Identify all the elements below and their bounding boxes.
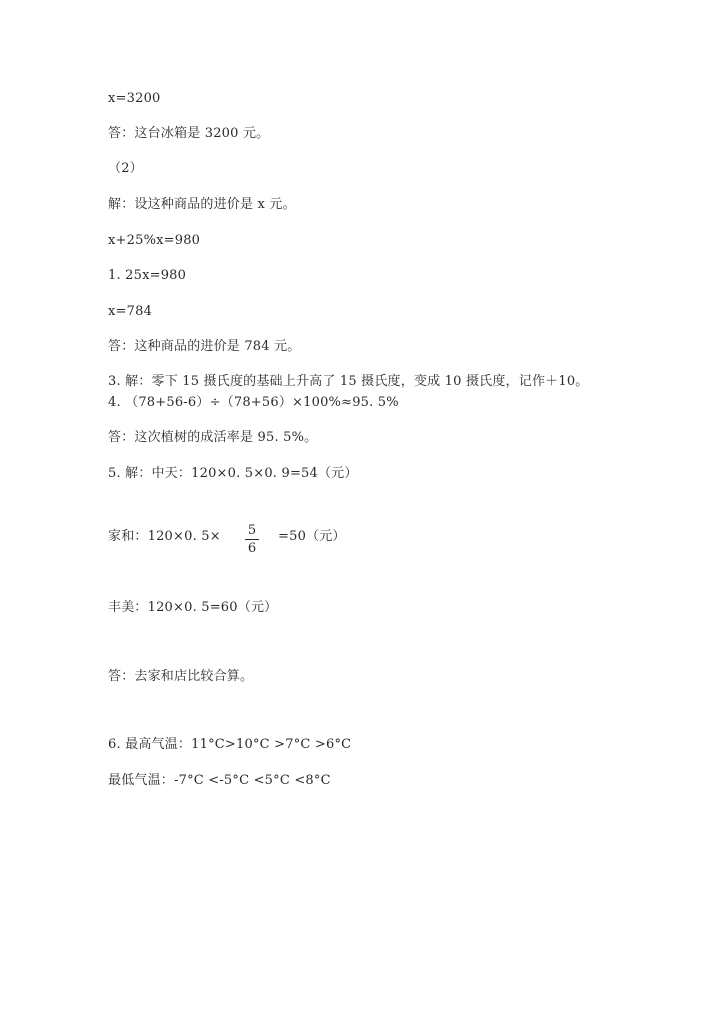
sub-question-2-label: （2）: [108, 161, 143, 176]
fraction-five-sixths: [243, 523, 261, 556]
question-6-max-temp: 6. 最高气温：11°C>10°C >7°C >6°C: [108, 737, 352, 752]
answer-best-store: 答：去家和店比较合算。: [108, 669, 254, 684]
question-5-jiahe-left: 家和：120×0. 5×: [108, 529, 221, 544]
equation-x-3200: x=3200: [108, 91, 161, 106]
equation-simplified: 1. 25x=980: [108, 268, 187, 283]
answer-survival-rate: 答：这次植树的成活率是 95. 5%。: [108, 430, 318, 445]
question-5-zhongtian: 5. 解：中天：120×0. 5×0. 9=54（元）: [108, 466, 358, 481]
fraction-numerator: 5: [247, 523, 257, 538]
question-4-expression: 4. （78+56-6）÷（78+56）×100%≈95. 5%: [108, 395, 399, 410]
solution-set-variable: 解：设这种商品的进价是 x 元。: [108, 197, 296, 212]
equation-x-784: x=784: [108, 304, 153, 319]
question-3-solution: 3. 解：零下 15 摄氏度的基础上升高了 15 摄氏度，变成 10 摄氏度，记作＋10。: [108, 374, 589, 389]
question-5-jiahe-right: =50（元）: [278, 529, 346, 544]
fraction-denominator: 6: [247, 541, 257, 556]
fraction-bar: [245, 539, 259, 540]
answer-fridge-price: 答：这台冰箱是 3200 元。: [108, 126, 270, 141]
question-5-fengmei: 丰美：120×0. 5=60（元）: [108, 600, 278, 615]
question-6-min-temp: 最低气温：-7°C <-5°C <5°C <8°C: [108, 773, 331, 788]
answer-cost-price: 答：这种商品的进价是 784 元。: [108, 339, 301, 354]
equation-markup: x+25%x=980: [108, 233, 201, 248]
